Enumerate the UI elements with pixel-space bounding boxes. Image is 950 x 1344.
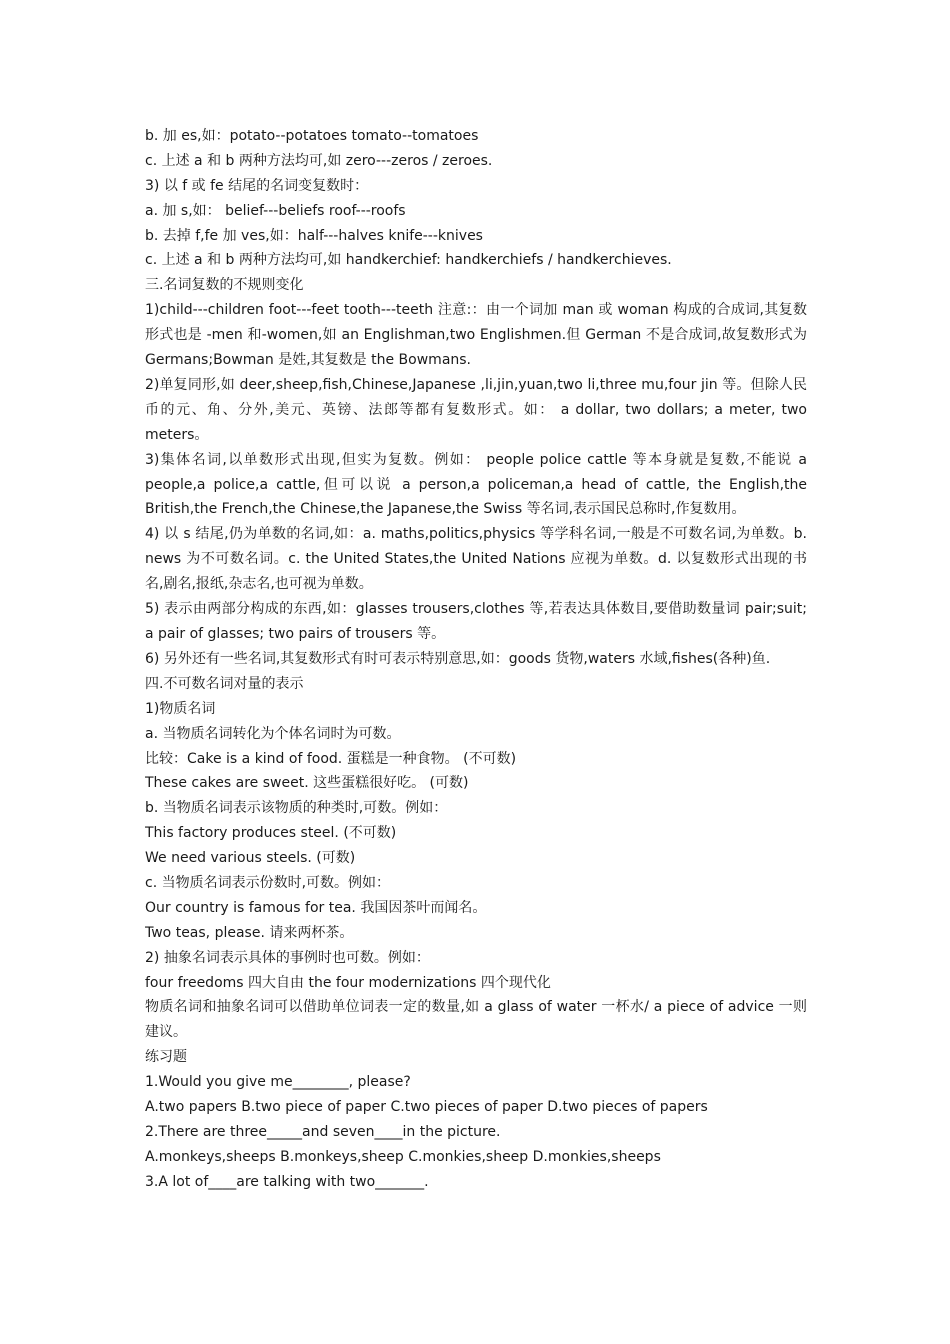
text-line: b. 当物质名词表示该物质的种类时,可数。例如： bbox=[145, 800, 448, 817]
section-heading: 四.不可数名词对量的表示 bbox=[145, 675, 304, 692]
exercise-question: 2.There are three_____and seven____in the picture. bbox=[145, 1123, 501, 1140]
text-line: c. 当物质名词表示份数时,可数。例如： bbox=[145, 874, 391, 891]
paragraph-irregular-plurals: 1)child---children foot---feet tooth---teeth 注意:：由一个词加 man 或 woman 构成的合成词,其复数形式也是 -men 和-women,如 an Englishman,two Englishmen.但 German 不是合成词,故复数形式为 Germans;Bowman 是姓,其复数是 the Bowmans. bbox=[145, 302, 807, 369]
paragraph-same-form: 2)单复同形,如 deer,sheep,fish,Chinese,Japanese ,li,jin,yuan,two li,three mu,four jin 等。但除人民币的元、角、分外,美元、英镑、法郎等都有复数形式。如： a dollar, two dollars; a meter, two meters。 bbox=[145, 376, 807, 443]
paragraph-collective-nouns: 3)集体名词,以单数形式出现,但实为复数。例如： people police cattle 等本身就是复数,不能说 a people,a police,a cattle,但可以说 a person,a policeman,a head of cattle, the English,the British,the French,the Chinese,the Japanese,the Swiss 等名词,表示国民总称时,作复数用。 bbox=[145, 451, 807, 518]
text-line: We need various steels. (可数) bbox=[145, 850, 356, 867]
section-heading: 三.名词复数的不规则变化 bbox=[145, 277, 304, 294]
paragraph-s-ending-singular: 4) 以 s 结尾,仍为单数的名词,如：a. maths,politics,physics 等学科名词,一般是不可数名词,为单数。b. news 为不可数名词。c. the United States,the United Nations 应视为单数。d. 以复数形式出现的书名,剧名,报纸,杂志名,也可视为单数。 bbox=[145, 526, 807, 593]
paragraph-unit-words: 物质名词和抽象名词可以借助单位词表一定的数量,如 a glass of water 一杯水/ a piece of advice 一则建议。 bbox=[145, 999, 807, 1041]
text-line: 1)物质名词 bbox=[145, 700, 216, 717]
paragraph-special-meaning: 6) 另外还有一些名词,其复数形式有时可表示特别意思,如：goods 货物,waters 水域,fishes(各种)鱼. bbox=[145, 650, 771, 667]
paragraph-two-part-things: 5) 表示由两部分构成的东西,如：glasses trousers,clothes 等,若表达具体数目,要借助数量词 pair;suit; a pair of glasses; two pairs of trousers 等。 bbox=[145, 601, 807, 643]
text-line: b. 去掉 f,fe 加 ves,如：half---halves knife---knives bbox=[145, 227, 483, 244]
text-line: a. 当物质名词转化为个体名词时为可数。 bbox=[145, 725, 401, 742]
exercise-options: A.monkeys,sheeps B.monkeys,sheep C.monkies,sheep D.monkies,sheeps bbox=[145, 1148, 661, 1165]
exercise-heading: 练习题 bbox=[145, 1049, 187, 1066]
text-line: Two teas, please. 请来两杯茶。 bbox=[145, 924, 354, 941]
text-line: Our country is famous for tea. 我国因茶叶而闻名。 bbox=[145, 899, 487, 916]
exercise-question: 3.A lot of____are talking with two_______. bbox=[145, 1173, 429, 1190]
text-line: c. 上述 a 和 b 两种方法均可,如 zero---zeros / zeroes. bbox=[145, 152, 493, 169]
text-line: 2) 抽象名词表示具体的事例时也可数。例如： bbox=[145, 949, 430, 966]
text-line: These cakes are sweet. 这些蛋糕很好吃。 (可数) bbox=[145, 775, 469, 792]
text-line: c. 上述 a 和 b 两种方法均可,如 handkerchief: handkerchiefs / handkerchieves. bbox=[145, 252, 672, 269]
exercise-question: 1.Would you give me________, please? bbox=[145, 1074, 411, 1091]
text-line: This factory produces steel. (不可数) bbox=[145, 825, 397, 842]
document-body bbox=[145, 124, 807, 1195]
text-line: four freedoms 四大自由 the four modernizations 四个现代化 bbox=[145, 974, 551, 991]
text-line: b. 加 es,如：potato--potatoes tomato--tomatoes bbox=[145, 128, 479, 144]
text-line: 比较：Cake is a kind of food. 蛋糕是一种食物。 (不可数) bbox=[145, 750, 517, 767]
exercise-options: A.two papers B.two piece of paper C.two pieces of paper D.two pieces of papers bbox=[145, 1099, 708, 1115]
text-line: 3) 以 f 或 fe 结尾的名词变复数时： bbox=[145, 177, 369, 194]
text-line: a. 加 s,如： belief---beliefs roof---roofs bbox=[145, 202, 406, 219]
